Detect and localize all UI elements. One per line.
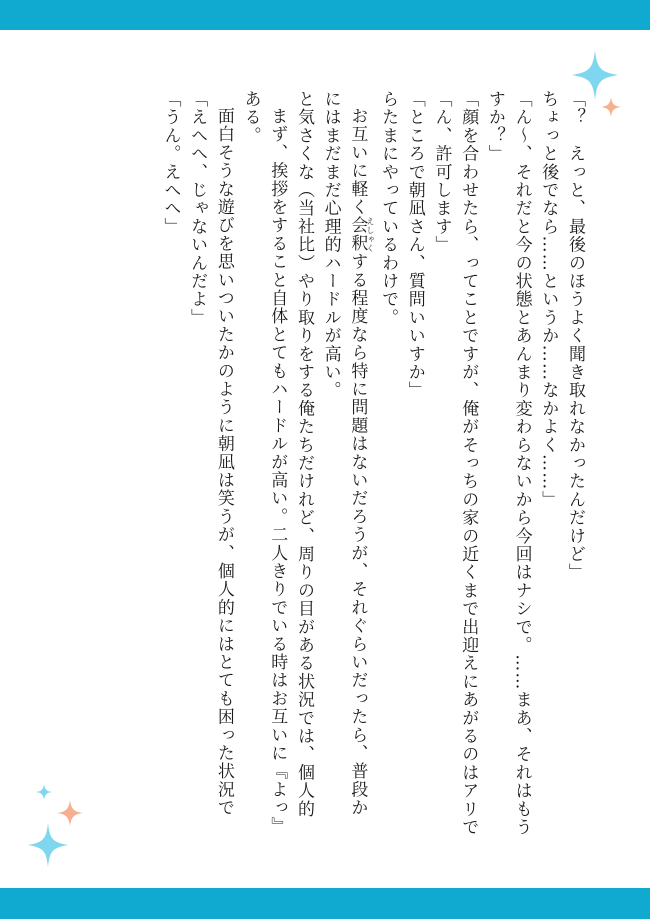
text-line: 面白そうな遊びを思いついたかのように朝凪は笑うが、個人的にはとても困った状況で — [213, 107, 234, 817]
text-line: 「えへへ、じゃないんだよ」 — [187, 90, 208, 327]
text-line: にはまだまだ心理的ハードルが高い。 — [320, 90, 341, 400]
text-line: 「？ えっと、最後のほうよく聞き取れなかったんだけど」 — [565, 90, 585, 582]
text-line: ある。 — [240, 90, 261, 145]
text-segment: お互いに軽く — [347, 107, 368, 217]
sparkle-icon — [36, 784, 52, 800]
text-segment: する程度なら特に問題はないだろうが、それぐらいだったら、普段か — [347, 252, 368, 817]
text-line: らたまにやっているわけで。 — [378, 90, 399, 327]
text-line: 「ん〜、それだと今の状態とあんまり変わらないから今回はナシで。……まあ、それはもう — [511, 90, 532, 837]
text-line: 「ところで朝凪さん、質問いいすか」 — [404, 90, 425, 400]
text-line: 「ん、許可します」 — [431, 90, 452, 254]
text-line: 「うん。えへへ」 — [160, 90, 181, 236]
bottom-footer-band — [0, 888, 650, 919]
text-line: と気さくな（当社比）やり取りをする俺たちだけれど、周りの目がある状況では、個人的 — [293, 90, 314, 818]
sparkle-icon — [601, 97, 621, 117]
ruby-annotation — [347, 216, 375, 253]
text-line: ちょっと後でなら……というか……なかよく……」 — [538, 90, 559, 509]
ruby-base: 会釈 — [347, 216, 368, 253]
sparkle-icon — [27, 823, 69, 867]
ruby-reading: えしゃく — [365, 216, 375, 253]
text-line: 「顔を合わせたら、ってことですが、俺がそっちの家の近くまで出迎えにあがるのはアリで — [458, 90, 479, 837]
text-line: まず、挨拶をすること自体とてもハードルが高い。二人きりでいる時はお互いに『よっ』 — [267, 107, 288, 835]
text-line-with-ruby — [344, 90, 375, 870]
top-header-band — [0, 0, 650, 30]
text-line: すか？」 — [484, 90, 505, 163]
vertical-body-text — [88, 90, 588, 870]
